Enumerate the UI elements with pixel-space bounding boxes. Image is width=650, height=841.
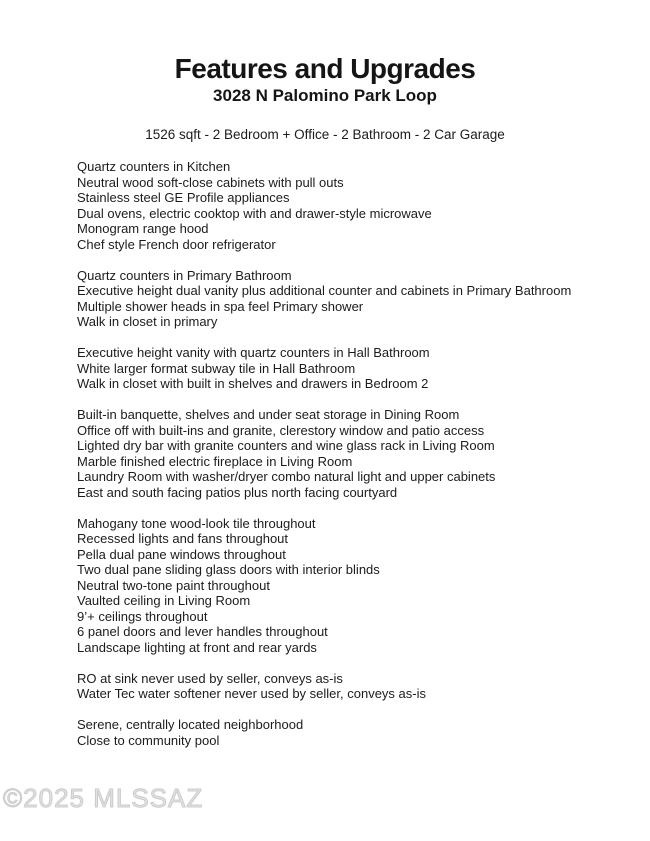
feature-line: Monogram range hood [77,221,209,236]
property-address: 3028 N Palomino Park Loop [213,86,437,105]
feature-line: Pella dual pane windows throughout [77,546,286,562]
feature-line: 6 panel doors and lever handles throughout [77,624,328,639]
feature-line: Two dual pane sliding glass doors with interior blinds [77,562,380,577]
feature-line: Neutral wood soft-close cabinets with pull outs [77,174,344,190]
feature-line: Executive height vanity with quartz counters in Hall Bathroom [77,345,430,360]
feature-section-neighborhood [77,717,610,748]
feature-line: Close to community pool [77,732,220,748]
feature-section-primary-bathroom [77,268,610,330]
feature-line: Mahogany tone wood-look tile throughout [77,515,316,531]
mls-copyright-watermark: ©2025 MLSSAZ [3,783,204,813]
feature-line: Recessed lights and fans throughout [77,531,289,546]
feature-line: Walk in closet with built in shelves and drawers in Bedroom 2 [77,376,429,391]
feature-line: Quartz counters in Primary Bathroom [77,267,292,283]
feature-line: Water Tec water softener never used by seller, conveys as-is [77,686,426,701]
feature-line: 9’+ ceilings throughout [77,608,208,624]
document-header [0,0,650,106]
feature-line: Built-in banquette, shelves and under seat storage in Dining Room [77,407,460,422]
feature-line: Laundry Room with washer/dryer combo natural light and upper cabinets [77,469,496,484]
feature-line: Chef style French door refrigerator [77,236,276,252]
features-list [77,159,610,748]
feature-section-kitchen [77,159,610,252]
feature-line: Executive height dual vanity plus additional counter and cabinets in Primary Bathroom [77,283,572,298]
feature-line: Stainless steel GE Profile appliances [77,190,290,205]
feature-line: Serene, centrally located neighborhood [77,717,304,732]
feature-line: Walk in closet in primary [77,314,218,329]
feature-line: Neutral two-tone paint throughout [77,577,270,593]
feature-line: East and south facing patios plus north facing courtyard [77,484,398,500]
page-title: Features and Upgrades [174,53,476,84]
property-specs-line: 1526 sqft - 2 Bedroom + Office - 2 Bathroom - 2 Car Garage [145,127,505,142]
feature-section-living-areas [77,407,610,500]
feature-line: Multiple shower heads in spa feel Primary shower [77,298,364,314]
feature-line: Vaulted ceiling in Living Room [77,593,251,608]
feature-line: Dual ovens, electric cooktop with and drawer-style microwave [77,205,432,221]
feature-line: Marble finished electric fireplace in Living Room [77,453,353,469]
feature-line: Landscape lighting at front and rear yards [77,639,317,655]
feature-line: RO at sink never used by seller, conveys as-is [77,670,343,686]
feature-line: Lighted dry bar with granite counters and wine glass rack in Living Room [77,438,495,453]
feature-section-hall-bathroom [77,345,610,392]
feature-section-throughout [77,516,610,656]
feature-line: Office off with built-ins and granite, clerestory window and patio access [77,422,485,438]
feature-line: Quartz counters in Kitchen [77,159,231,174]
feature-section-conveyances [77,671,610,702]
feature-line: White larger format subway tile in Hall Bathroom [77,360,356,376]
